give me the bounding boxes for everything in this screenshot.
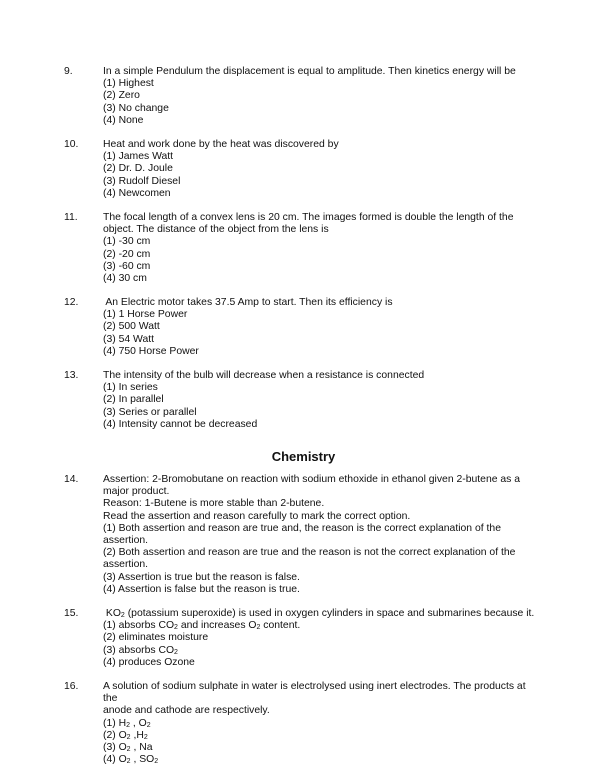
assertion-line-2: major product. — [103, 486, 170, 498]
option-2: (2) Zero — [103, 90, 140, 102]
option-1: (1) Highest — [103, 78, 154, 90]
option-3: (3) Assertion is true but the reason is false. — [103, 571, 300, 583]
option-part-c: content. — [260, 620, 301, 632]
subscript: 2 — [143, 733, 148, 741]
question-stem-line-2: object. The distance of the object from the lens is — [103, 224, 329, 236]
question-body — [103, 681, 548, 766]
question-stem-line-2: the — [103, 693, 118, 705]
question-number: 16. — [64, 681, 79, 692]
option-3: (3) No change — [103, 102, 169, 114]
question-stem-line-1: A solution of sodium sulphate in water is electrolysed using inert electrodes. The products at — [103, 681, 526, 692]
reason: Reason: 1-Butene is more stable than 2-butene. — [103, 498, 325, 510]
instruction: Read the assertion and reason carefully to mark the correct option. — [103, 510, 411, 522]
stem-part-a: KO — [103, 608, 121, 619]
question-body — [103, 474, 548, 596]
question-number: 12. — [64, 297, 79, 308]
option-1-line-2: assertion. — [103, 535, 149, 547]
option-1: (1) In series — [103, 382, 158, 394]
option-1 — [103, 620, 548, 632]
question-body — [103, 66, 548, 127]
question-body — [103, 139, 548, 200]
option-3 — [103, 645, 548, 657]
option-part-b: ,H — [130, 729, 144, 741]
question-stem: The intensity of the bulb will decrease when a resistance is connected — [103, 370, 425, 381]
option-4: (4) 30 cm — [103, 273, 147, 285]
question-stem: In a simple Pendulum the displacement is equal to amplitude. Then kinetics energy will be — [103, 66, 516, 77]
option-2 — [103, 730, 548, 742]
option-2: (2) In parallel — [103, 394, 164, 406]
subscript: 2 — [126, 746, 131, 754]
option-3: (3) 54 Watt — [103, 333, 155, 345]
option-3: (3) -60 cm — [103, 260, 151, 272]
subscript: 2 — [174, 648, 178, 656]
subscript: 2 — [126, 721, 130, 729]
option-part-a: (1) absorbs CO — [103, 620, 175, 632]
option-1 — [103, 718, 548, 730]
subscript: 2 — [146, 721, 151, 729]
option-2: (2) 500 Watt — [103, 321, 160, 333]
question-stem-line-3: anode and cathode are respectively. — [103, 705, 270, 717]
option-2: (2) eliminates moisture — [103, 632, 209, 644]
option-part-b: and increases O — [177, 620, 257, 632]
subscript: 2 — [126, 733, 131, 741]
option-4: (4) Assertion is false but the reason is true. — [103, 583, 300, 595]
option-3: (3) Rudolf Diesel — [103, 175, 181, 187]
question-number: 11. — [64, 212, 78, 223]
question-number: 9. — [64, 66, 73, 77]
subscript: 2 — [120, 612, 125, 619]
stem-part-b: (potassium superoxide) is used in oxygen cylinders in space and submarines because it. — [124, 608, 535, 619]
option-2-line-1: (2) Both assertion and reason are true and the reason is not the correct explanation of the — [103, 547, 516, 559]
option-2-line-2: assertion. — [103, 559, 149, 571]
option-1: (1) James Watt — [103, 151, 174, 163]
question-stem: Heat and work done by the heat was discovered by — [103, 139, 339, 150]
option-4: (4) Intensity cannot be decreased — [103, 418, 258, 430]
question-number: 13. — [64, 370, 79, 381]
option-part-b: , Na — [130, 742, 153, 754]
option-part-a: (3) O — [103, 742, 127, 754]
option-part-a: (2) O — [103, 729, 127, 741]
option-4: (4) produces Ozone — [103, 656, 195, 668]
question-number: 15. — [64, 608, 79, 619]
option-part-a: (4) O — [103, 754, 127, 766]
subscript: 2 — [126, 758, 131, 766]
option-3: (3) Series or parallel — [103, 406, 197, 418]
question-body — [103, 297, 548, 358]
question-number: 14. — [64, 474, 79, 485]
option-part-b: , O — [130, 717, 147, 729]
assertion-line-1: Assertion: 2-Bromobutane on reaction with sodium ethoxide in ethanol given 2-butene as a — [103, 474, 521, 485]
question-stem: An Electric motor takes 37.5 Amp to start. Then its efficiency is — [103, 297, 393, 308]
option-2: (2) -20 cm — [103, 248, 151, 260]
subscript: 2 — [256, 624, 261, 632]
question-body — [103, 608, 548, 669]
option-part-b: , SO — [130, 754, 155, 766]
section-heading-chemistry: Chemistry — [271, 449, 336, 464]
question-number: 10. — [64, 139, 79, 150]
subscript: 2 — [174, 624, 178, 632]
option-1: (1) -30 cm — [103, 236, 151, 248]
option-3 — [103, 742, 548, 754]
option-4 — [103, 754, 548, 766]
question-body — [103, 370, 548, 431]
question-stem — [103, 608, 548, 620]
option-part-a: (1) H — [103, 717, 127, 729]
option-4: (4) 750 Horse Power — [103, 345, 199, 357]
subscript: 2 — [154, 758, 159, 766]
option-4: (4) Newcomen — [103, 187, 171, 199]
option-1-line-1: (1) Both assertion and reason are true and, the reason is the correct explanation of the — [103, 522, 501, 534]
option-4: (4) None — [103, 114, 144, 126]
question-stem-line-1: The focal length of a convex lens is 20 cm. The images formed is double the length of the — [103, 212, 514, 223]
question-body — [103, 212, 548, 285]
option-part-a: (3) absorbs CO — [103, 644, 175, 656]
option-1: (1) 1 Horse Power — [103, 309, 188, 321]
option-2: (2) Dr. D. Joule — [103, 163, 173, 175]
